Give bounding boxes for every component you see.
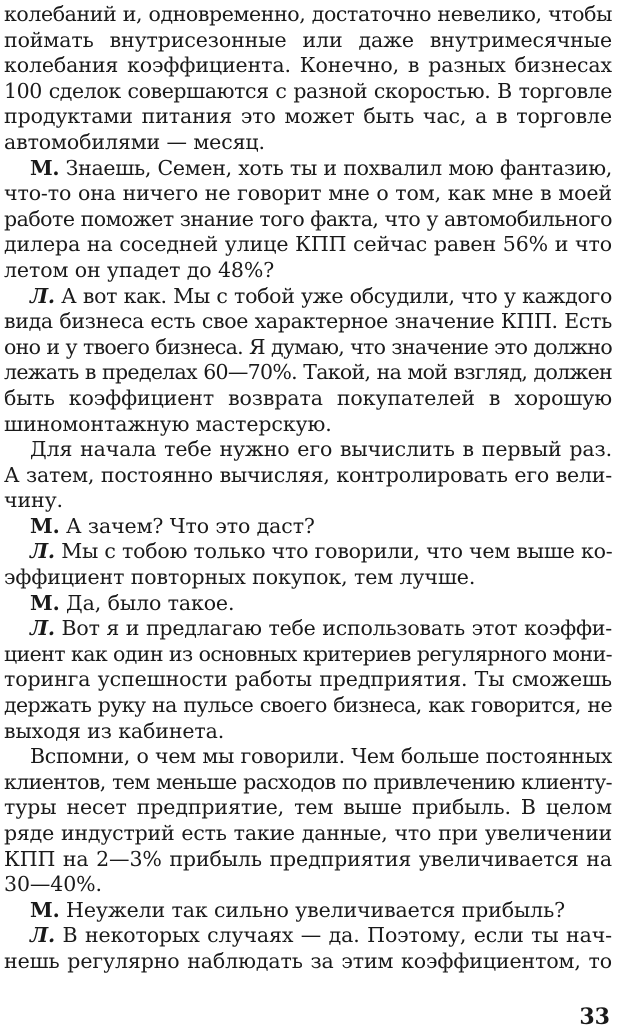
speaker-label: Л. xyxy=(30,539,55,564)
line-text: ряде индустрий есть такие данные, что при увеличении xyxy=(4,821,612,845)
line-text: держать руку на пульсе своего бизнеса, как говорится, не xyxy=(4,693,612,718)
line-text: выходя из кабинета. xyxy=(4,718,225,743)
speaker-label: Л. xyxy=(30,923,56,948)
line-text: торинга успешности работы предприятия. Ты сможешь xyxy=(4,667,612,692)
text-line xyxy=(4,744,612,770)
line-text: А вот как. Мы с тобой уже обсудили, что у каждого xyxy=(54,283,612,308)
line-text: Для начала тебе нужно его вычислить в первый раз. xyxy=(30,437,612,462)
text-line xyxy=(4,53,612,79)
line-text: поймать внутрисезонные или даже внутримесячные xyxy=(4,27,612,52)
text-line xyxy=(4,872,612,898)
text-line xyxy=(4,258,612,284)
line-text: 100 сделок совершаются с разной скоростью. В торговле xyxy=(4,78,612,103)
text-line xyxy=(4,591,612,617)
text-line xyxy=(4,616,612,642)
text-line xyxy=(4,156,612,182)
line-text: Вспомни, о чем мы говорили. Чем больше постоянных xyxy=(30,744,612,769)
text-line xyxy=(4,386,612,412)
line-text: Неужели так сильно увеличивается прибыль? xyxy=(59,897,566,922)
line-text: вида бизнеса есть свое характерное значение КПП. Есть xyxy=(4,309,612,334)
line-text: туры несет предприятие, тем выше прибыль. В целом xyxy=(4,795,612,820)
text-line xyxy=(4,79,612,105)
text-line xyxy=(4,488,612,514)
line-text: нешь регулярно наблюдать за этим коэффициентом, то xyxy=(4,948,612,973)
line-text: клиентов, тем меньше расходов по привлечению клиенту- xyxy=(4,769,612,794)
text-line xyxy=(4,463,612,489)
text-line xyxy=(4,719,612,745)
line-text: что-то она ничего не говорит мне о том, как мне в моей xyxy=(4,181,612,206)
line-text: чину. xyxy=(4,488,63,513)
line-text: шиномонтажную мастерскую. xyxy=(4,411,332,436)
text-line xyxy=(4,28,612,54)
speaker-label: М. xyxy=(30,155,60,180)
text-line xyxy=(4,795,612,821)
text-line xyxy=(4,335,612,361)
page-text xyxy=(4,2,612,975)
text-line xyxy=(4,437,612,463)
text-line xyxy=(4,412,612,438)
line-text: летом он упадет до 48%? xyxy=(4,257,275,282)
text-line xyxy=(4,232,612,258)
line-text: оно и у твоего бизнеса. Я думаю, что значение это должно xyxy=(4,334,612,359)
line-text: дилера на соседней улице КПП сейчас равен 56% и что xyxy=(4,232,612,257)
text-line xyxy=(4,309,612,335)
text-line xyxy=(4,847,612,873)
speaker-label: Л. xyxy=(30,616,55,641)
speaker-label: М. xyxy=(30,897,60,922)
text-line xyxy=(4,207,612,233)
text-line xyxy=(4,565,612,591)
page-number: 33 xyxy=(579,1004,610,1030)
text-line xyxy=(4,642,612,668)
line-text: работе поможет знание того факта, что у автомобильного xyxy=(4,206,612,231)
text-line xyxy=(4,360,612,386)
speaker-label: М. xyxy=(30,513,60,538)
text-line xyxy=(4,514,612,540)
text-line xyxy=(4,898,612,924)
line-text: циент как один из основных критериев регулярного мони- xyxy=(4,641,612,666)
text-line xyxy=(4,104,612,130)
line-text: КПП на 2—3% прибыль предприятия увеличивается на xyxy=(4,846,612,871)
text-line xyxy=(4,923,612,949)
line-text: Вот я и предлагаю тебе использовать этот коэффи- xyxy=(54,616,612,641)
line-text: лежать в пределах 60—70%. Такой, на мой взгляд, должен xyxy=(4,360,612,385)
text-line xyxy=(4,770,612,796)
line-text: Да, было такое. xyxy=(59,590,235,615)
speaker-label: Л. xyxy=(30,283,55,308)
line-text: колебания коэффициента. Конечно, в разных бизнесах xyxy=(4,53,612,78)
line-text: продуктами питания это может быть час, а в торговле xyxy=(4,104,612,129)
line-text: автомобилями — месяц. xyxy=(4,129,265,154)
speaker-label: М. xyxy=(30,590,60,615)
line-text: колебаний и, одновременно, достаточно невелико, чтобы xyxy=(4,2,612,26)
text-line xyxy=(4,667,612,693)
text-line xyxy=(4,821,612,847)
line-text: Мы с тобою только что говорили, что чем выше ко- xyxy=(54,539,613,564)
text-line xyxy=(4,130,612,156)
line-text: быть коэффициент возврата покупателей в хорошую xyxy=(4,385,612,410)
text-line xyxy=(4,284,612,310)
text-line xyxy=(4,181,612,207)
text-line xyxy=(4,2,612,28)
text-line xyxy=(4,693,612,719)
line-text: 30—40%. xyxy=(4,872,102,897)
line-text: В некоторых случаях — да. Поэтому, если ты нач- xyxy=(55,923,612,948)
line-text: Знаешь, Семен, хоть ты и похвалил мою фантазию, xyxy=(59,155,612,180)
text-line xyxy=(4,949,612,975)
line-text: А затем, постоянно вычисляя, контролировать его вели- xyxy=(4,462,612,487)
text-line xyxy=(4,539,612,565)
line-text: эффициент повторных покупок, тем лучше. xyxy=(4,565,476,590)
line-text: А зачем? Что это даст? xyxy=(59,513,315,538)
